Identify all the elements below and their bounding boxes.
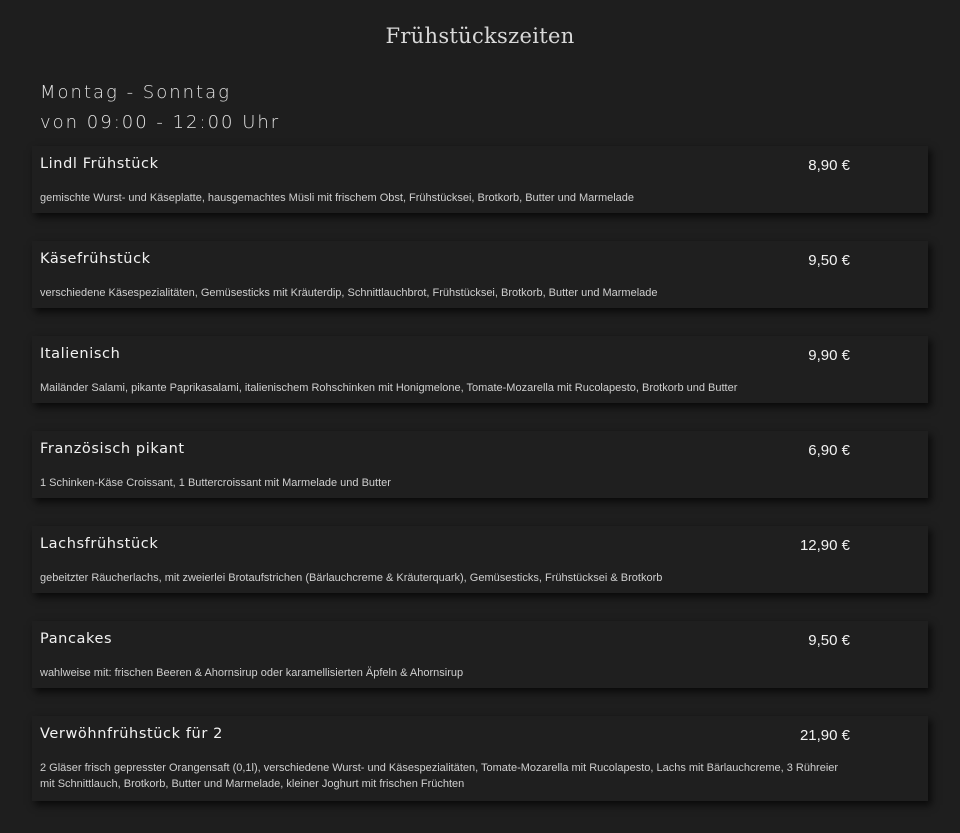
- menu-item-name: Käsefrühstück: [40, 251, 151, 267]
- page-title: Frühstückszeiten: [385, 24, 575, 48]
- menu-item-description: wahlweise mit: frischen Beeren & Ahornsirup oder karamellisierten Äpfeln & Ahornsirup: [40, 667, 464, 679]
- menu-item-price: 21,90 €: [799, 727, 850, 744]
- opening-days: Montag - Sonntag: [40, 82, 231, 103]
- menu-item: [32, 431, 928, 498]
- menu-item: [32, 621, 928, 688]
- menu-item-description: verschiedene Käsespezialitäten, Gemüsesticks mit Kräuterdip, Schnittlauchbrot, Frühstücksei, Brotkorb, Butter und Marmelade: [40, 287, 658, 299]
- menu-item-name: Französisch pikant: [40, 441, 185, 457]
- menu-item-name: Lachsfrühstück: [40, 536, 159, 552]
- menu-item-price: 9,50 €: [808, 252, 850, 269]
- menu-item-name: Lindl Frühstück: [40, 156, 159, 172]
- menu-item-description: 1 Schinken-Käse Croissant, 1 Buttercroissant mit Marmelade und Butter: [40, 477, 391, 489]
- opening-time: von 09:00 - 12:00 Uhr: [40, 112, 281, 133]
- menu-item-description: gemischte Wurst- und Käseplatte, hausgemachtes Müsli mit frischem Obst, Frühstücksei, Brotkorb, Butter und Marmelade: [40, 192, 635, 204]
- menu-item-price: 9,50 €: [808, 632, 850, 649]
- menu-item: [32, 716, 928, 801]
- menu-item-price: 6,90 €: [808, 442, 850, 459]
- menu-item-price: 9,90 €: [808, 347, 850, 364]
- menu-item: [32, 146, 928, 213]
- menu-item-name: Pancakes: [40, 631, 113, 647]
- menu-item-description: gebeitzter Räucherlachs, mit zweierlei Brotaufstrichen (Bärlauchcreme & Kräuterquark), Gemüsesticks, Frühstücksei & Brotkorb: [40, 572, 663, 584]
- opening-hours: [40, 78, 280, 138]
- menu-item-price: 12,90 €: [799, 537, 850, 554]
- menu-item: [32, 336, 928, 403]
- menu-item-description: 2 Gläser frisch gepresster Orangensaft (0,1l), verschiedene Wurst- und Käsespezialitäten, Tomate-Mozarella mit Rucolapesto, Lachs mit Bärlauchcreme, 3 Rühreier mit Schnittlauch, Brotkorb, Butter und Marmelade, kleiner Joghurt mit frischen Früchten: [40, 762, 839, 790]
- menu-item: [32, 526, 928, 593]
- menu-item: [32, 241, 928, 308]
- menu-item-description: Mailänder Salami, pikante Paprikasalami, italienischem Rohschinken mit Honigmelone, Tomate-Mozarella mit Rucolapesto, Brotkorb und Butter: [40, 382, 738, 394]
- menu-item-price: 8,90 €: [808, 157, 850, 174]
- menu-item-name: Italienisch: [40, 346, 121, 362]
- menu-item-name: Verwöhnfrühstück für 2: [40, 726, 223, 742]
